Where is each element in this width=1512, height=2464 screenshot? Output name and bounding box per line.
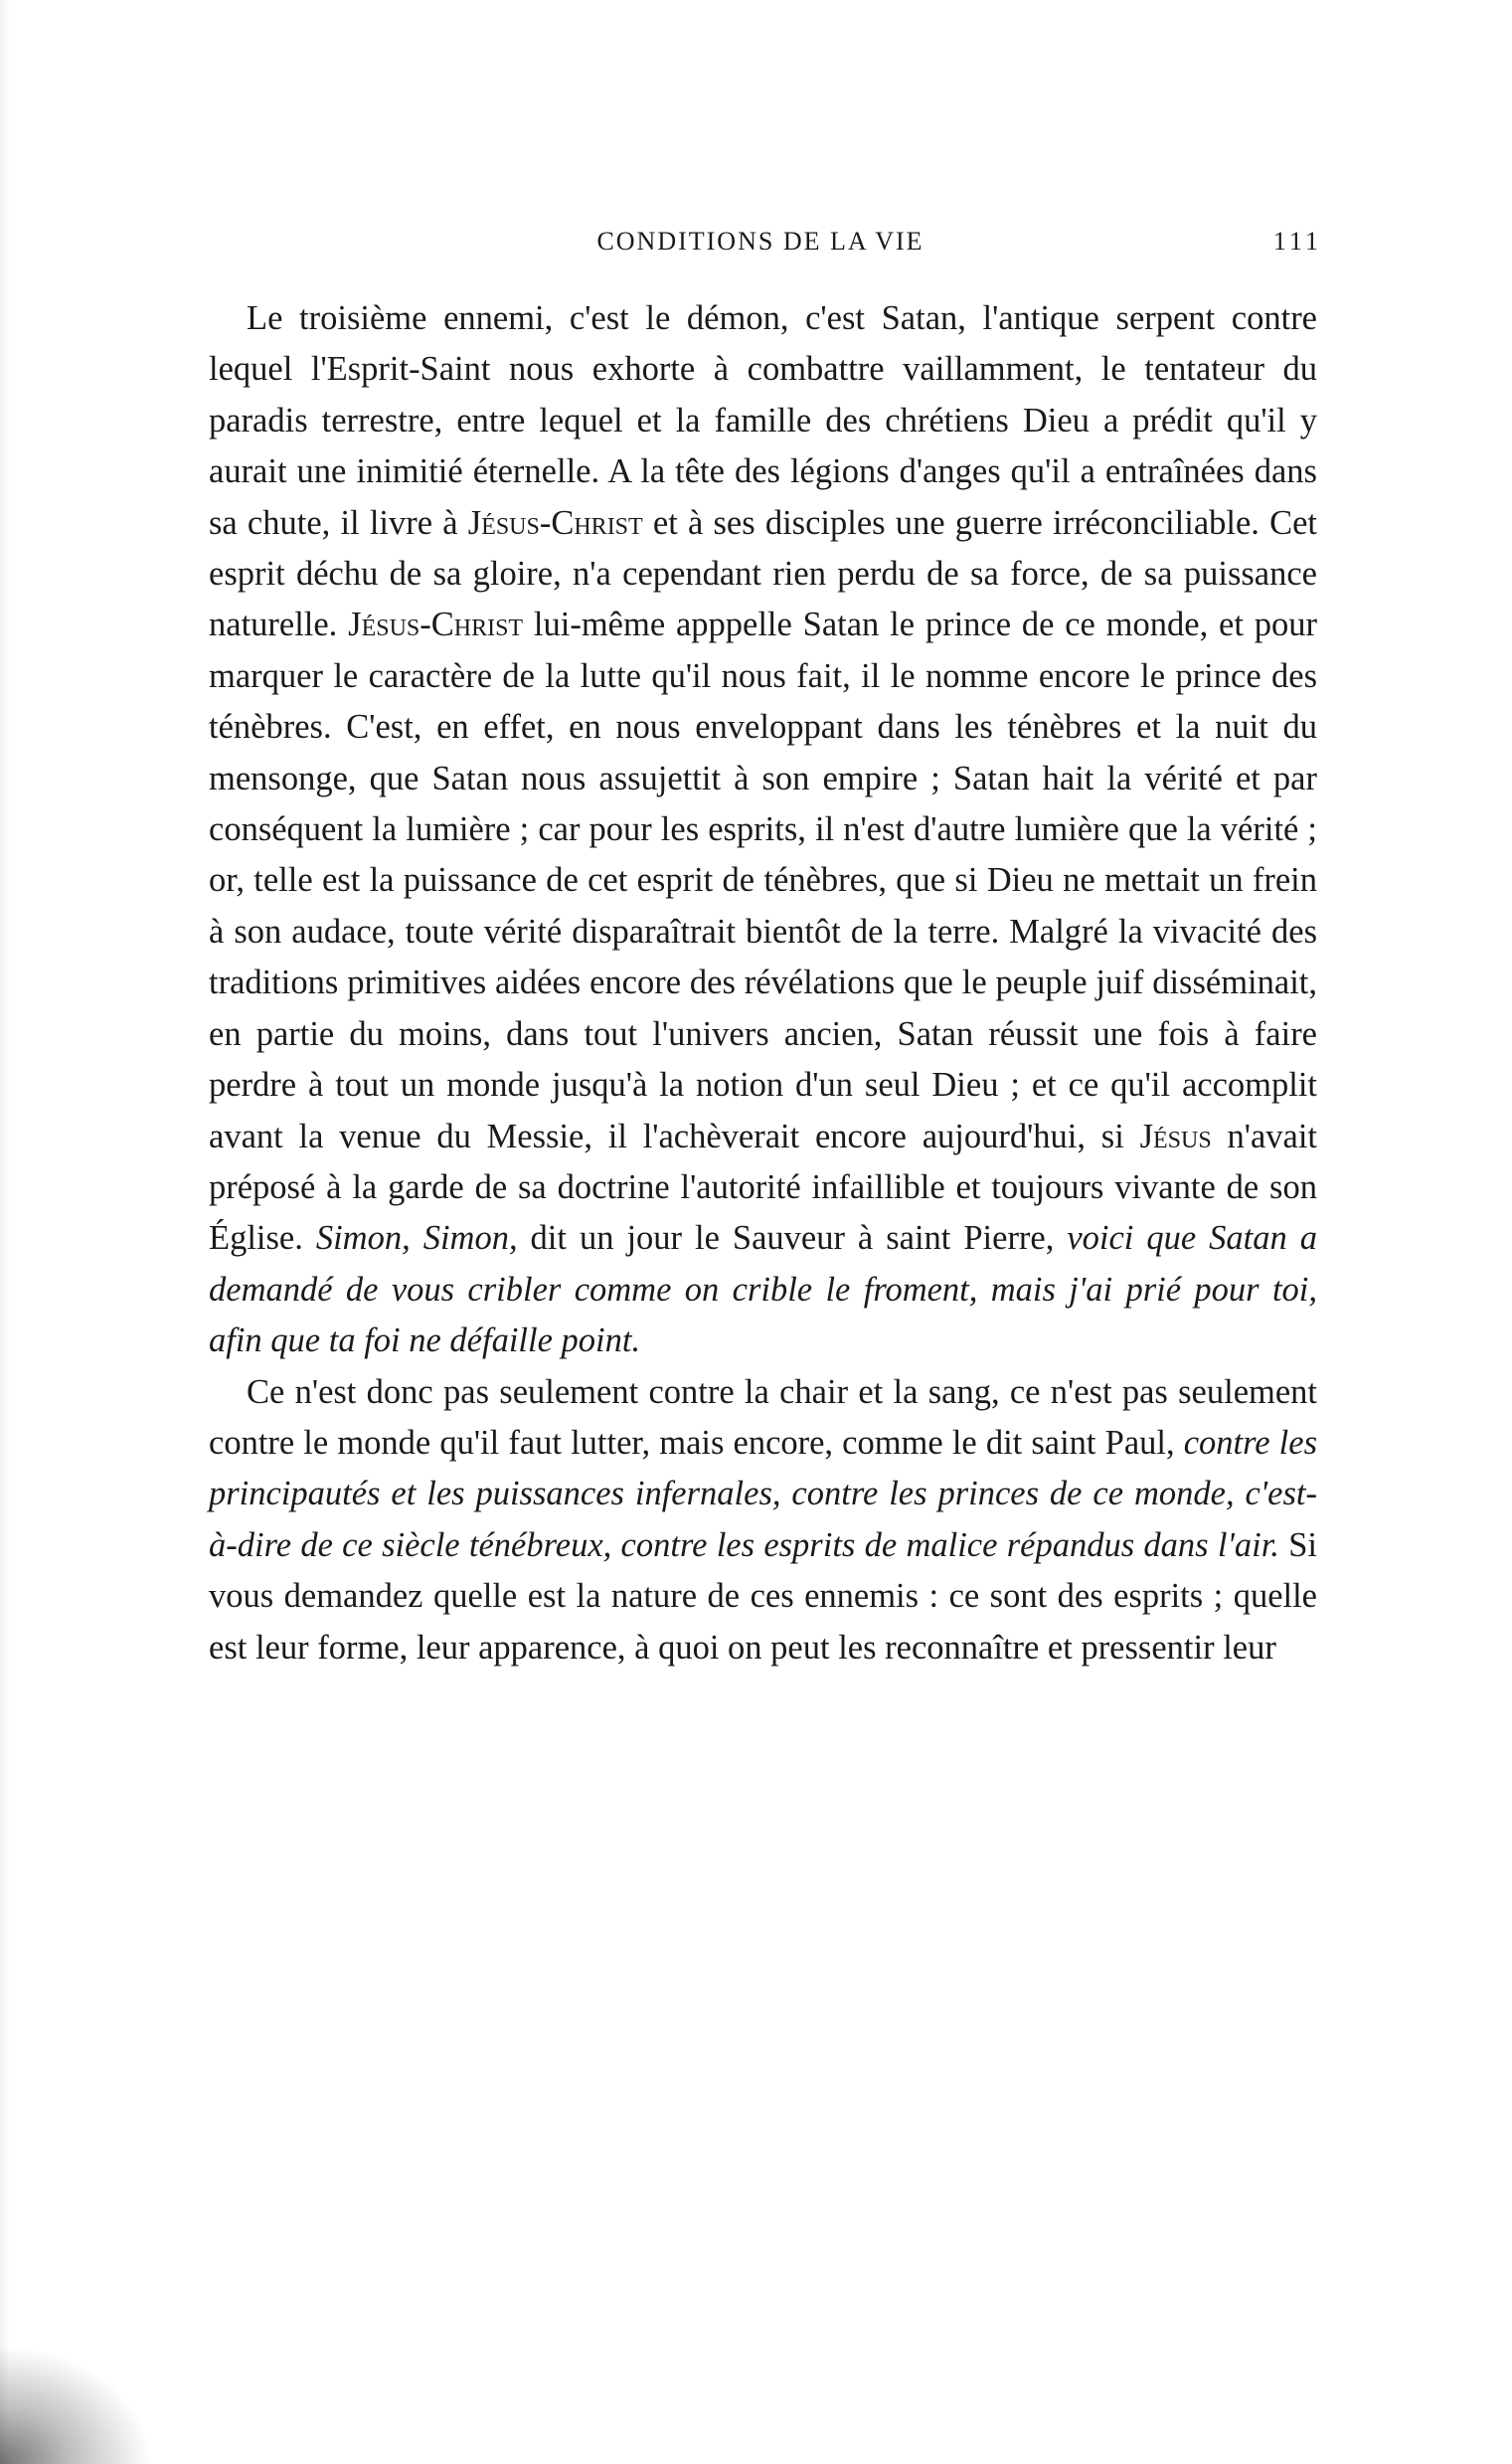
- small-caps-name: Jésus: [1139, 1117, 1212, 1155]
- text-segment: dit un jour le Sauveur à saint Pierre,: [517, 1219, 1068, 1258]
- page-number: 111: [1272, 227, 1322, 256]
- small-caps-name: Jésus-Christ: [348, 606, 524, 644]
- text-segment: Ce n'est donc pas seulement contre la chair et la sang, ce n'est pas seulement contre le monde qu'il faut lutter, mais encore, comme le dit saint Paul,: [209, 1372, 1317, 1462]
- italic-quote: Simon, Simon,: [315, 1219, 518, 1258]
- running-title: CONDITIONS DE LA VIE: [596, 227, 924, 256]
- text-segment: lui-même apppelle Satan le prince de ce monde, et pour marquer le caractère de la lutte qu'il nous fait, il le nomme encore le prince des ténèbres. C'est, en effet, en nous enveloppant dans les ténèbres et la nuit du mensonge, que Satan nous assujettit à son empire ; Satan hait la vérité et par conséquent la lumière ; car pour les esprits, il n'est d'autre lumière que la vérité ; or, telle est la puissance de cet esprit de ténèbres, que si Dieu ne mettait un frein à son audace, toute vérité disparaîtrait bientôt de la terre. Malgré la vivacité des traditions primitives aidées encore des révélations que le peuple juif disséminait, en partie du moins, dans tout l'univers ancien, Satan réussit une fois à faire perdre à tout un monde jusqu'à la notion d'un seul Dieu ; et ce qu'il accomplit avant la venue du Messie, il l'achèverait encore aujourd'hui, si: [209, 606, 1317, 1155]
- italic-quote: contre les principautés et les puissances infernales, contre les princes de ce monde, c'est-à-dire de ce siècle ténébreux, contre les esprits de malice répandus dans l'air.: [209, 1423, 1317, 1564]
- page-header: [199, 227, 1322, 266]
- text-segment: Si vous demandez quelle est la nature de ces ennemis : ce sont des esprits ; quelle est leur forme, leur apparence, à quoi on peut les reconnaître et pressentir leur: [209, 1525, 1317, 1667]
- small-caps-name: Jésus-Christ: [467, 503, 643, 542]
- text-segment: et à ses disciples une guerre irréconciliable. Cet esprit déchu de sa gloire, n'a cependant rien perdu de sa force, de sa puissance naturelle.: [209, 503, 1317, 644]
- body-text: [209, 293, 1317, 1673]
- page-edge-shadow: [0, 0, 10, 2464]
- text-segment: Le troisième ennemi, c'est le démon, c'est Satan, l'antique serpent contre lequel l'Esprit-Saint nous exhorte à combattre vaillamment, le tentateur du paradis terrestre, entre lequel et la famille des chrétiens Dieu a prédit qu'il y aurait une inimitié éternelle. A la tête des légions d'anges qu'il a entraînées dans sa chute, il livre à: [209, 299, 1317, 542]
- paragraph-2: [209, 1367, 1317, 1673]
- paragraph-1: [209, 293, 1317, 1367]
- text-segment: n'avait préposé à la garde de sa doctrine l'autorité infaillible et toujours vivante de son Église.: [209, 1117, 1317, 1258]
- italic-quote: voici que Satan a demandé de vous cribler comme on crible le froment, mais j'ai prié pour toi, afin que ta foi ne défaille point.: [209, 1219, 1317, 1360]
- page-corner-shadow: [0, 2325, 179, 2464]
